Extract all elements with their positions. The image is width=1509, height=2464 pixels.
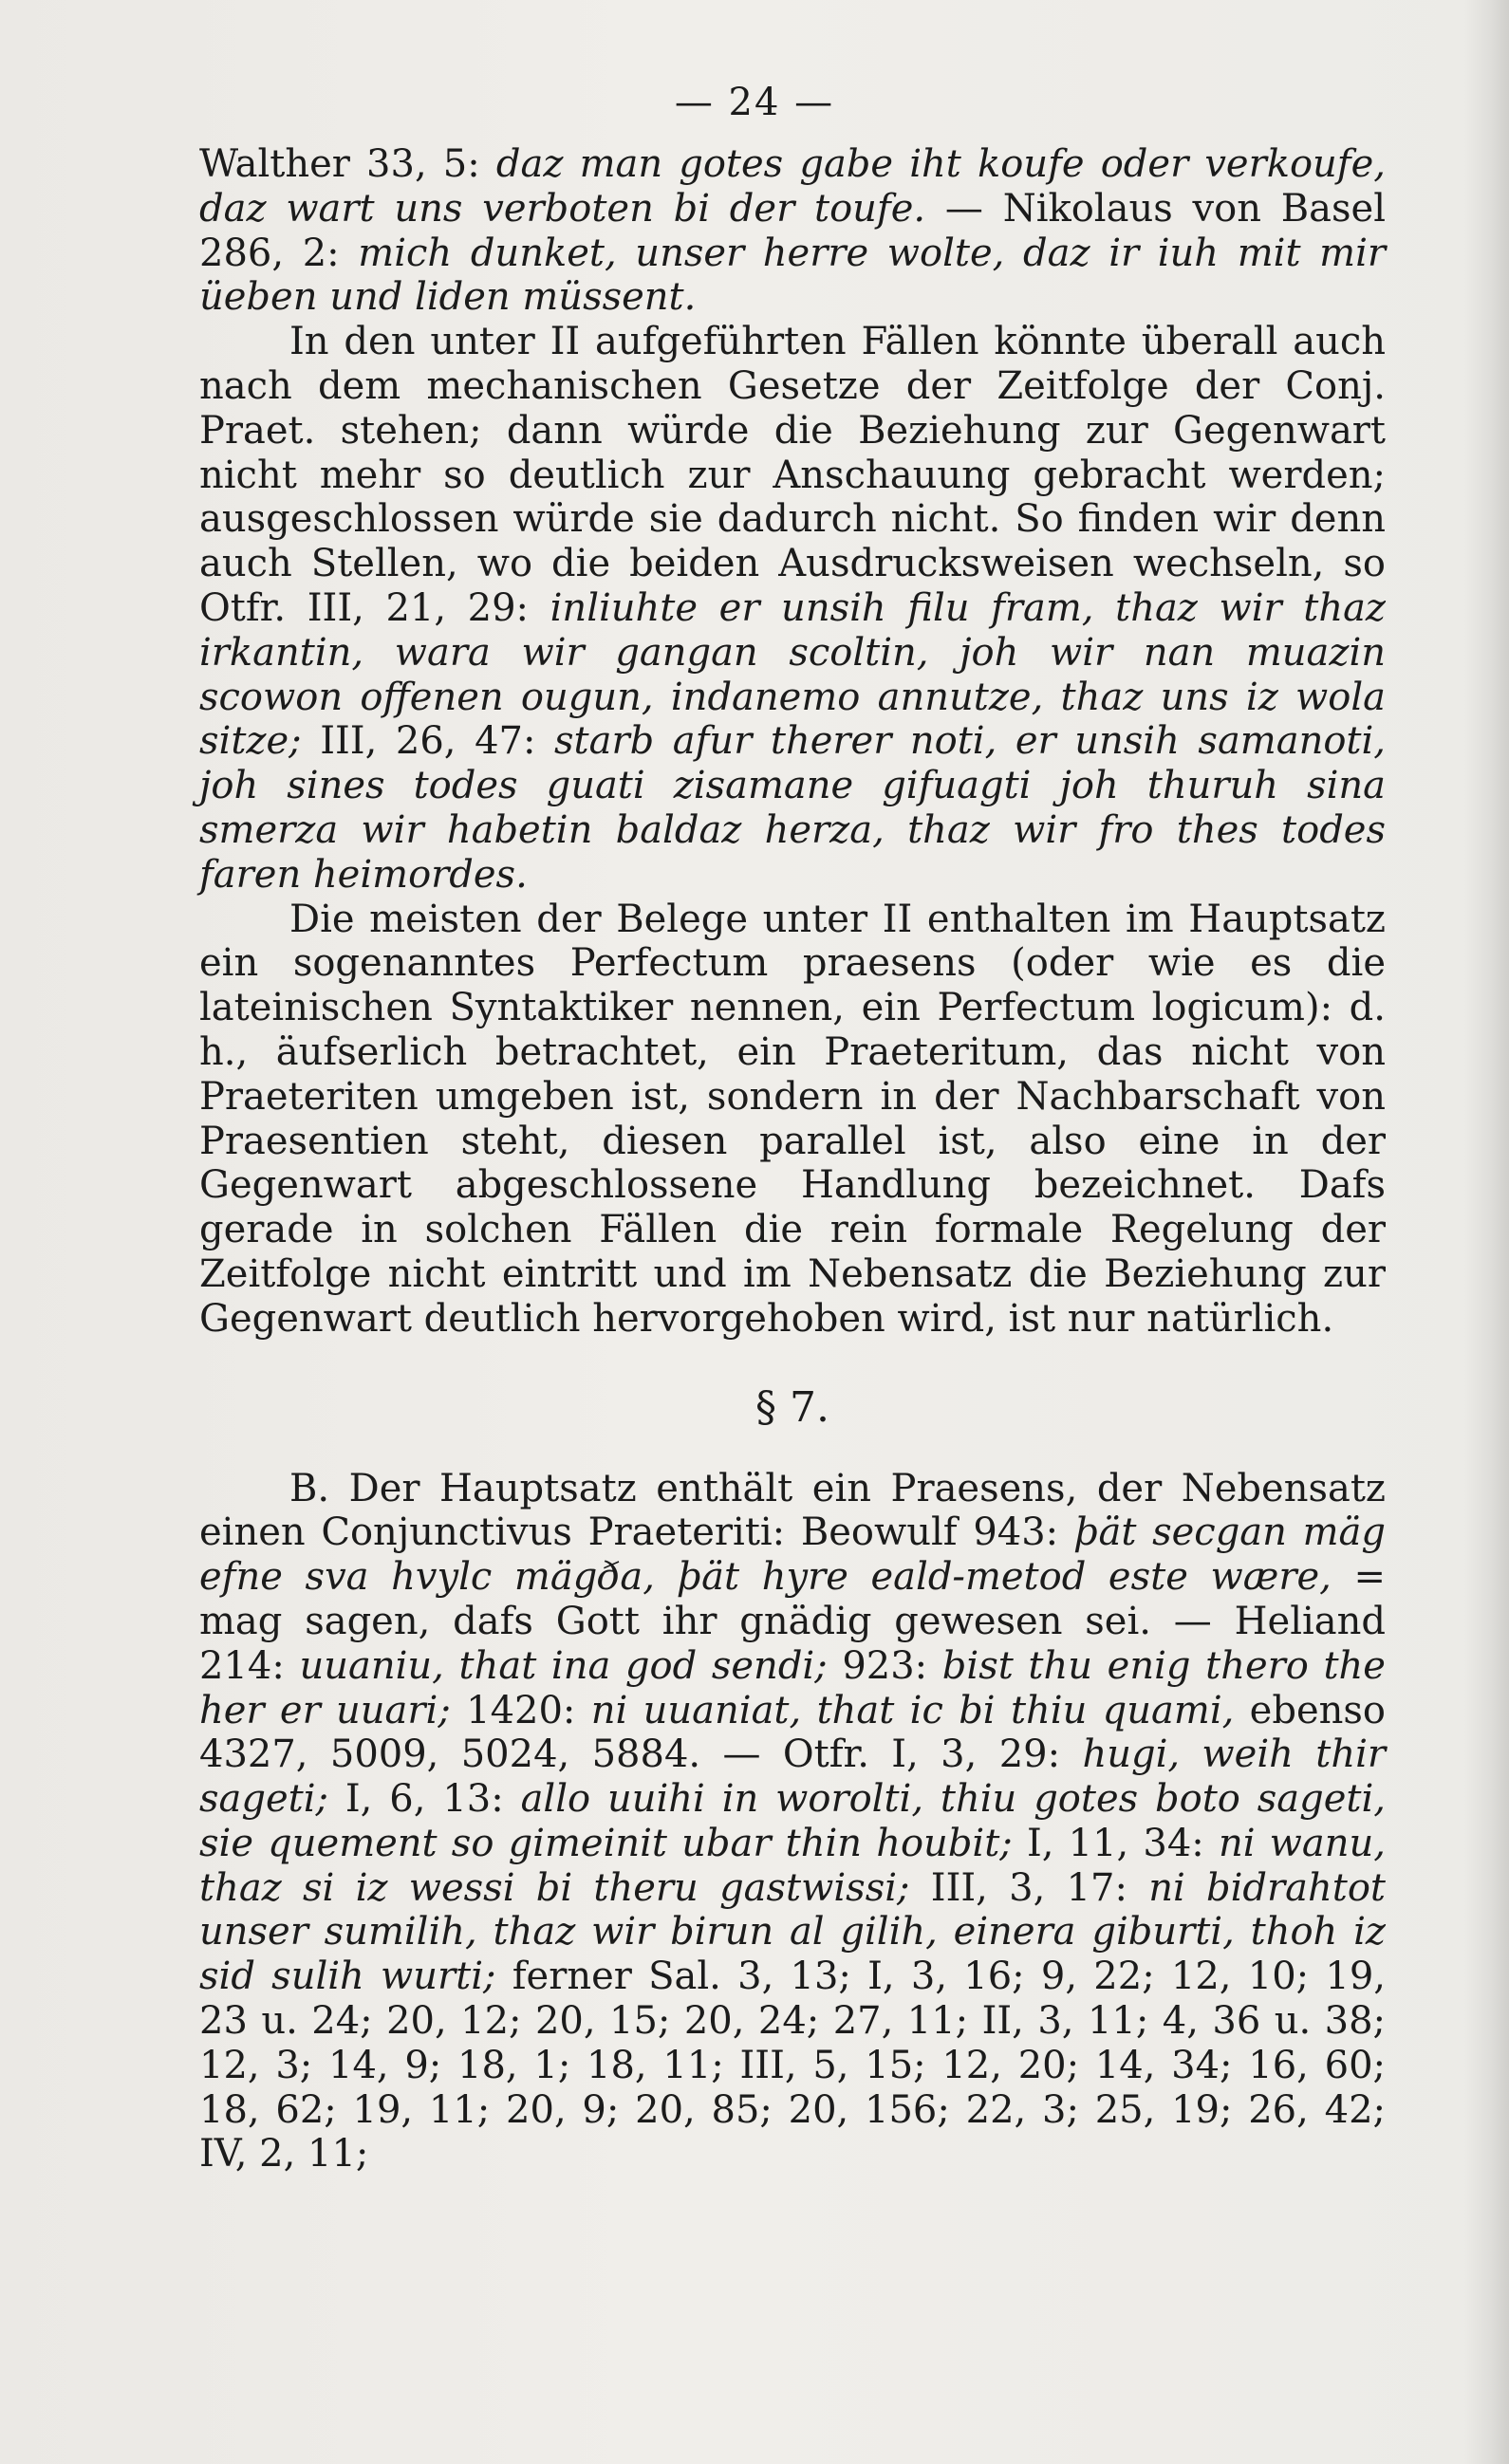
paragraph-4: [199, 1467, 1386, 2177]
italic-quote: hugi, weih thir sageti;: [199, 1732, 1387, 1822]
italic-quote: bist thu enig thero the her er uuari;: [199, 1643, 1386, 1732]
text-run: = mag sagen, dafs Gott ihr gnädig gewesen sei. — Heliand 214:: [199, 1555, 1387, 1688]
text-run: ebenso 4327, 5009, 5024, 5884. — Otfr. I, 3, 29:: [199, 1688, 1386, 1777]
paragraph-1: [199, 142, 1386, 320]
italic-quote: ni uuaniat, that ic bi thiu quami,: [590, 1688, 1235, 1732]
section-heading: § 7.: [755, 1382, 829, 1432]
italic-quote: starb afur therer noti, er unsih samanoti, joh sines todes guati zisamane gifuagti joh thuruh sina smerza wir habetin baldaz herza, thaz wir fro thes todes faren heimordes.: [199, 719, 1387, 897]
text-run: Die meisten der Belege unter II enthalten im Hauptsatz ein sogenanntes Perfectum praesens (oder wie es die lateinischen Syntaktiker nennen, ein Perfectum logicum): d. h., äufserlich betrachtet, ein Praeteritum, das nicht von Praeteriten umgeben ist, sondern in der Nachbarschaft von Praesentien steht, diesen parallel ist, also eine in der Gegenwart abgeschlossene Handlung bezeichnet. Dafs gerade in solchen Fällen die rein formale Regelung der Zeitfolge nicht eintritt und im Nebensatz die Beziehung zur Gegenwart deutlich hervorgehoben wird, ist nur natürlich.: [199, 897, 1386, 1341]
italic-quote: inliuhte er unsih filu fram, thaz wir thaz irkantin, wara wir gangan scoltin, joh wir nan muazin scowon offenen ougun, indanemo annutze, thaz uns iz wola sitze;: [199, 585, 1386, 764]
page-number: — 24 —: [674, 81, 835, 124]
italic-quote: ni bidrahtot unser sumilih, thaz wir birun al gilih, einera giburti, thoh iz sid sulih wurti;: [199, 1865, 1387, 1999]
paragraph-2: [199, 320, 1386, 897]
text-run: 1420:: [450, 1688, 591, 1732]
text-run: In den unter II aufgeführten Fällen könnte überall auch nach dem mechanischen Gesetze der Zeitfolge der Conj. Praet. stehen; dann würde die Beziehung zur Gegenwart nicht mehr so deutlich zur Anschauung gebracht werden; ausgeschlossen würde sie dadurch nicht. So finden wir denn auch Stellen, wo die beiden Ausdrucksweisen wechseln, so Otfr. III, 21, 29:: [199, 320, 1386, 630]
text-run: III, 3, 17:: [909, 1865, 1149, 1910]
text-run: III, 26, 47:: [301, 719, 555, 764]
italic-quote: mich dunket, unser herre wolte, daz ir iuh mit mir üeben und liden müssent.: [199, 231, 1387, 320]
text-run: Walther 33, 5:: [199, 142, 496, 186]
page-edge-shadow: [1463, 0, 1509, 2464]
text-run: B. Der Hauptsatz enthält ein Praesens, der Nebensatz einen Conjunctivus Praeteriti: Beowulf 943:: [199, 1466, 1386, 1555]
italic-quote: uuaniu, that ina god sendi;: [299, 1643, 828, 1688]
text-body: [199, 142, 1386, 2177]
italic-quote: ni wanu, thaz si iz wessi bi theru gastwissi;: [199, 1821, 1386, 1910]
italic-quote: þät secgan mäg efne sva hvylc mägða, þät hyre eald-metod este wære,: [199, 1510, 1386, 1600]
text-run: I, 11, 34:: [1012, 1821, 1219, 1865]
text-run: I, 6, 13:: [328, 1777, 521, 1822]
italic-quote: daz man gotes gabe iht koufe oder verkoufe, daz wart uns verboten bi der toufe.: [199, 142, 1387, 231]
paragraph-3: [199, 898, 1386, 1342]
italic-quote: allo uuihi in worolti, thiu gotes boto sageti, sie quement so gimeinit ubar thin houbit;: [199, 1777, 1386, 1865]
text-run: — Nikolaus von Basel 286, 2:: [199, 186, 1386, 275]
text-run: 923:: [827, 1643, 942, 1688]
text-run: ferner Sal. 3, 13; I, 3, 16; 9, 22; 12, 10; 19, 23 u. 24; 20, 12; 20, 15; 20, 24; 27, 11; II, 3, 11; 4, 36 u. 38; 12, 3; 14, 9; 18, 1; 18, 11; III, 5, 15; 12, 20; 14, 34; 16, 60; 18, 62; 19, 11; 20, 9; 20, 85; 20, 156; 22, 3; 25, 19; 26, 42; IV, 2, 11;: [199, 1955, 1386, 2177]
